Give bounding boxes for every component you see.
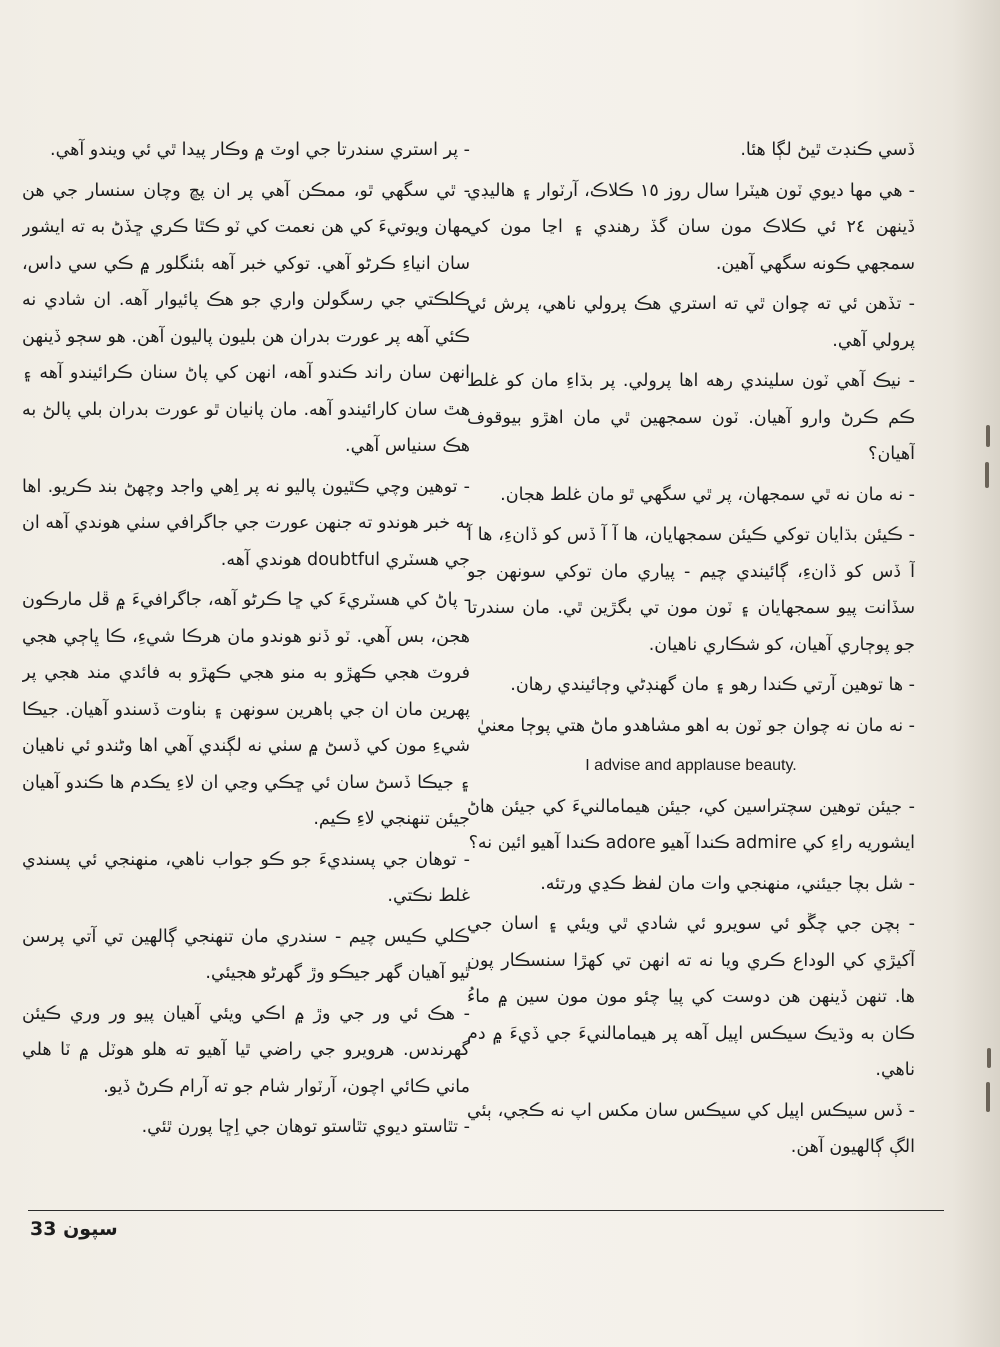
paragraph: - ٻچن جي چڱو ئي سويرو ئي شادي ٿي ويئي ۽ اسان جي آکيڙي کي الوداع ڪري ويا نه ته انهن تي کهڙا سنسڪار پون ها. تنهن ڏينهن هن دوست کي پيا چئو مون مون سين ۾ ماءُ ڪان به وڌيڪ سيڪس اپيل آهه پر هيمامالنيءَ جي ڏيءَ ۾ دم ناهي.	[467, 914, 915, 1080]
page-number: 33	[30, 1218, 57, 1240]
paragraph: - تٿاستو ديوي تٿاستو توهان جي اِڇا پورن ٿئي.	[141, 1117, 470, 1137]
footer-divider	[28, 1210, 944, 1211]
paragraph: - توهان جي پسنديءَ جو ڪو جواب ناهي، منهنجي ئي پسندي غلط نڪتي.	[22, 849, 470, 906]
article-column-left	[22, 132, 470, 1202]
paragraph: - پاڻ کي هسٽريءَ کي ڇا ڪرڻو آهه، جاگرافيءَ ۾ ڦل مارڪون هجن، بس آهي. ٽو ڏنو هوندو مان هرڪا شيءِ، ڪا ڀاڄي هجي فروٽ هجي ڪهڙو به منو هجي ڪهڙو به فائدي مند هجي پر پهرين مان ان جي ٻاهرين سونهن ۽ بناوت ڏسندو آهيان. جيڪا شيءِ مون کي ڏسڻ ۾ سٺي نه لڳندي آهي اها وڻندو ئي ناهيان ۽ جيڪا ڏسڻ سان ئي ڇڪي وڃي ان لاءِ يڪدم ها ڪندو آهيان جيئن تنهنجي لاءِ ڪيم.	[22, 590, 470, 829]
paragraph: - هڪ ئي ور جي وڙ ۾ اڪي ويئي آهيان پيو ور وري ڪيئن گهرندس. هرويرو جي راضي ٿيا آهيو ته هلو هوٽل ۾ ٽا هلي ماني ڪائي اچون، آرٽوار شام جو ته آرام ڪرڻ ڏيو.	[22, 1003, 470, 1097]
margin-mark	[986, 425, 990, 447]
article-column-right	[467, 132, 915, 1202]
paragraph: - نه مان نه چوان جو ٽون به اهو مشاهدو ماڻ هتي پوڄا معنيٰ	[477, 715, 915, 736]
paragraph: ڏسي ڪنڊٽ ٿيڻ لڳا هئا.	[740, 140, 915, 160]
paragraph: - توهين وچي ڪٿيون پاليو نه پر اِهي واجد وچهڻ بند ڪريو. اها به خبر هوندو ته جنهن عورت جي جاگرافي سٺي هوندي آهه ان جي هسٽري doubtful هوندي آهه.	[22, 476, 470, 570]
paragraph: - جيئن توهين سچتراسين کي، جيئن هيمامالنيءَ کي جيئن هاڻ ايشوريه راءِ کي admire ڪندا آهيو adore ڪندا آهيو ائين نه؟	[467, 796, 915, 853]
paragraph: - نه مان نه ٿي سمجهان، پر ٿي سگهي ٿو مان غلط هجان.	[500, 484, 915, 505]
magazine-name: سپون	[63, 1218, 118, 1240]
margin-mark	[985, 462, 989, 488]
paragraph: ڪلي ڪيس چيم - سندري مان تنهنجي ڳالهين تي آتي پرسن ٿيو آهيان گهر جيڪو وڙ گهرڻو هجيئي.	[22, 926, 470, 983]
paragraph: - ڏس سيڪس اپيل کي سيڪس سان مکس اپ نه ڪجي، ٻئي الڳ ڳالهيون آهن.	[467, 1100, 915, 1157]
paragraph: - ڪيئن بڌايان توکي ڪيئن سمجهايان، ها آ آ ڏس کو ڏانءِ، ها آ آ ڏس کو ڏانءِ، ڳائيندي چيم - پياري مان توکي سونهن جو سڏانت پيو سمجهايان ۽ ٽون مون تي بگڙين ٿي. مان سندرتا جو پوڄاري آهيان، کو شڪاري ناهيان.	[467, 525, 915, 655]
page-footer	[30, 1218, 118, 1240]
paragraph: - پر استري سندرتا جي اوٽ ۾ وڪار پيدا ٿي ئي ويندو آهي.	[50, 140, 470, 160]
english-quote: I advise and applause beauty.	[585, 757, 797, 774]
margin-mark	[986, 1082, 990, 1112]
paragraph: - هي مها ديوي ٽون هيٽرا سال روز ١٥ ڪلاڪ، آرٽوار ۽ هاليڊي ڏينهن ٢٤ ئي ڪلاڪ مون سان گڏ رهندي ۽ اڃا مون کي سمجهي ڪونه سگهي آهين.	[467, 180, 915, 274]
paragraph: - تڏهن ئي ته چوان ٿي ته استري هڪ پرولي ناهي، پرش ئي پرولي آهي.	[467, 294, 915, 351]
paragraph: - ٿي سگهي ٿو، ممڪن آهي پر ان پڇ وچان سنسار جي هن مهان ويوتيءَ کي هن نعمت کي ٽو ڪٿا ڪري ڇڏڻ به ته ايشور سان انياءِ ڪرڻو آهي. توکي خبر آهه بئنگلور ۾ ڪي سي داس، ڪلڪتي جي رسگولن واري جو هڪ پائيوار آهه. ان شادي نه ڪئي آهه پر عورت بدران هن بليون پاليون آهن. هو سڄو ڏينهن انهن سان راند ڪندو آهه، انهن کي پاڻ سنان ڪرائيندو آهه ۽ هٿ سان کارائيندو آهه. مان پانيان ٿو عورت بدران بلي پالڻ به هڪ سنياس آهي.	[22, 180, 470, 456]
paragraph: - ها توهين آرتي ڪندا رهو ۽ مان گهنڊڻي وڄائيندي رهان.	[510, 675, 915, 695]
page-shadow-edge	[952, 0, 1000, 1347]
margin-mark	[987, 1048, 991, 1068]
paragraph: - نيڪ آهي ٽون سليندي رهه اها پرولي. پر بڌاءِ مان کو غلط ڪم ڪرڻ وارو آهيان. ٽون سمجهين ٿي مان اهڙو بيوقوف آهيان؟	[467, 371, 915, 464]
paragraph: - شل بچا جيئني، منهنجي وات مان لفظ ڪڍي ورتئه.	[540, 873, 915, 894]
